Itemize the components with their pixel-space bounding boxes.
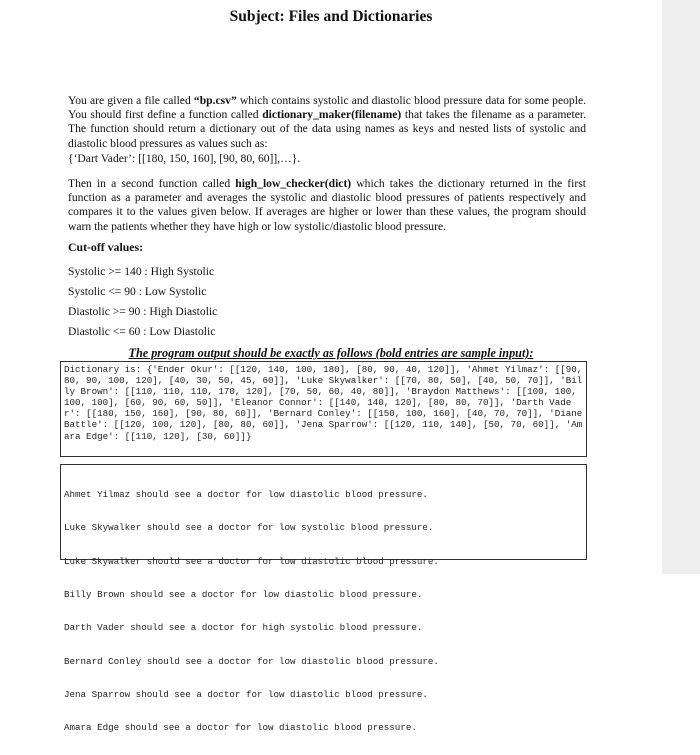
warning-line: Ahmet Yilmaz should see a doctor for low diastolic blood pressure. <box>64 489 428 501</box>
cutoff-line: Diastolic >= 90 : High Diastolic <box>68 305 218 318</box>
intro-text-1: You are given a file called <box>68 94 194 107</box>
function-name-dictionary-maker: dictionary_maker(filename) <box>262 108 402 122</box>
warnings-output-box <box>60 464 587 734</box>
scroll-gutter <box>662 0 700 574</box>
file-name: “bp.csv” <box>193 94 237 107</box>
warning-line: Luke Skywalker should see a doctor for low systolic blood pressure. <box>64 522 434 534</box>
second-function-paragraph <box>68 177 586 234</box>
cutoff-line: Systolic >= 140 : High Systolic <box>68 265 215 278</box>
warning-line: Jena Sparrow should see a doctor for low diastolic blood pressure. <box>64 688 428 700</box>
warning-line: Darth Vader should see a doctor for high systolic blood pressure. <box>64 622 423 634</box>
second-text-2: which takes the dictionary returned in the first function as a parameter and averages the systolic and diastolic blood pressures of patients respectively and compares it to the values given below. If averages are higher or lower than these values, the program should warn the patients whether they have high or low systolic/diastolic blood pressure. <box>68 177 586 233</box>
warning-line: Amara Edge should see a doctor for low diastolic blood pressure. <box>64 722 417 734</box>
function-name-high-low-checker: high_low_checker(dict) <box>235 177 352 190</box>
intro-text-2: which contains systolic and diastolic blood pressure data for some people. You should first define a function called <box>68 94 586 122</box>
output-heading: The program output should be exactly as follows (bold entries are sample input): <box>128 346 534 360</box>
example-dictionary: {‘Dart Vader’: [[180, 150, 160], [90, 80, 60]],…}. <box>68 152 301 165</box>
cutoff-line: Systolic <= 90 : Low Systolic <box>68 285 207 298</box>
intro-text-3: that takes the filename as a parameter. The function should return a dictionary out of the data using names as keys and nested lists of systolic and diastolic blood pressures as values such as: <box>68 108 586 150</box>
warning-line: Bernard Conley should see a doctor for low diastolic blood pressure. <box>64 655 439 667</box>
warning-line: Luke Skywalker should see a doctor for low diastolic blood pressure. <box>64 555 439 567</box>
cutoff-heading: Cut-off values: <box>68 240 144 254</box>
warning-line: Billy Brown should see a doctor for low diastolic blood pressure. <box>64 589 423 601</box>
cutoff-line: Diastolic <= 60 : Low Diastolic <box>68 325 216 338</box>
page-title: Subject: Files and Dictionaries <box>229 8 433 25</box>
intro-paragraph <box>68 94 586 151</box>
second-text-1: Then in a second function called <box>68 177 236 190</box>
dictionary-output-box: Dictionary is: {'Ender Okur': [[120, 140, 100, 180], [80, 90, 40, 120]], 'Ahmet Yilmaz': [[90, 80, 90, 100, 120], [40, 30, 50, 45, 60]], 'Luke Skywalker': [[70, 80, 50], [40, 50, 70]], 'Billy Brown': [[110, 110, 110, 170, 120], [70, 50, 60, 40, 80]], 'Braydon Matthews': [[100, 100, 100, 100], [60, 90, 60, 50]], 'Eleanor Connor': [[140, 140, 120], [80, 80, 70]], 'Darth Vader': [[180, 150, 160], [90, 80, 60]], 'Bernard Conley': [[150, 100, 160], [40, 70, 70]], 'Diane Battle': [[120, 100, 120], [80, 80, 60]], 'Jena Sparrow': [[120, 110, 140], [50, 70, 60]], 'Amara Edge': [[110, 120], [30, 60]]} <box>60 361 587 457</box>
